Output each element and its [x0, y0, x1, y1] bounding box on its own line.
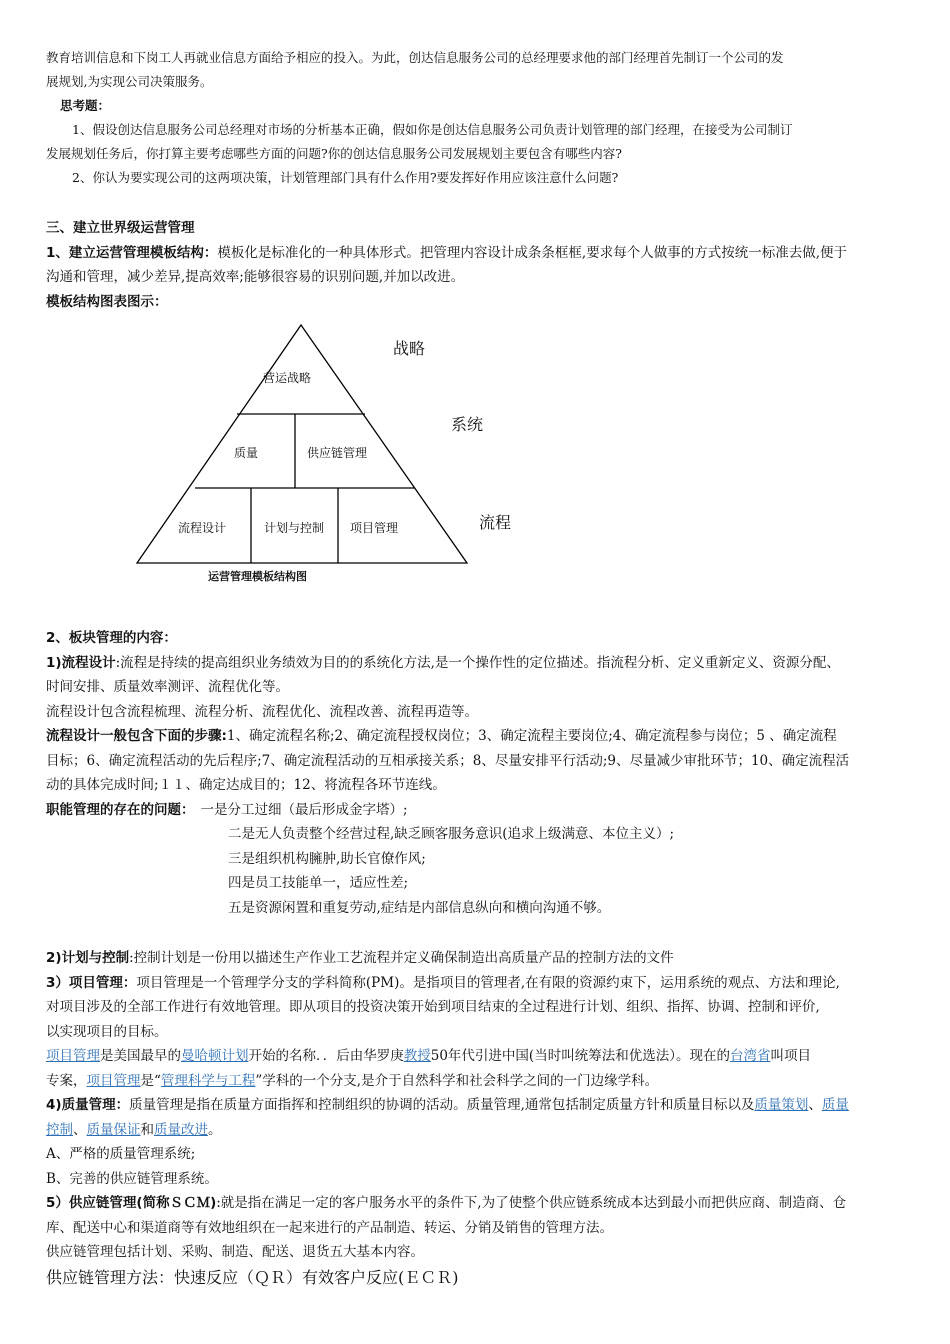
link-taiwan[interactable]: 台湾省: [729, 1048, 771, 1064]
pyramid-shape: [46, 314, 908, 594]
text-span: 开始的名称．．后由华罗庚: [248, 1048, 404, 1064]
link-project-management[interactable]: 项目管理: [46, 1048, 100, 1064]
text-span: 、: [73, 1121, 87, 1138]
diagram-caption: 运营管理模板结构图: [208, 570, 307, 583]
pyramid-mid-left-label: 质量: [234, 446, 259, 460]
question-1-cont: 发展规划任务后，你打算主要考虑哪些方面的问题?你的创达信息服务公司发展规划主要包含有哪些内容?: [46, 146, 622, 161]
link-quality-improvement[interactable]: 质量改进: [154, 1121, 208, 1138]
quality-item-b: B、完善的供应链管理系统。: [46, 1170, 218, 1187]
side-label-system: 系统: [451, 415, 484, 434]
flow-title: 1)流程设计: [46, 654, 116, 671]
text-span: :就是指在满足一定的客户服务水平的条件下,为了使整个供应链系统成本达到最小而把供应商、制造商、仓: [216, 1195, 847, 1211]
project-text: 项目管理是一个管理学分支的学科简称(PM)。是指项目的管理者,在有限的资源约束下，运用系统的观点、方法和理论,: [136, 974, 840, 991]
scm-title: 5）供应链管理(简称ＳＣＭ): [46, 1195, 217, 1211]
problem-item: 三是组织机构臃肿,助长官僚作风;: [228, 850, 426, 867]
plan-text: :控制计划是一份用以描述生产作业工艺流程并定义确保制造出高质量产品的控制方法的文件: [129, 950, 674, 966]
text-line: 库、配送中心和渠道商等有效地组织在一起来进行的产品制造、转运、分销及销售的管理方法。: [46, 1219, 613, 1236]
blocks-heading: 2、板块管理的内容：: [46, 630, 177, 646]
link-quality-planning[interactable]: 质量策划: [754, 1097, 809, 1113]
project-title: 3）项目管理：: [46, 974, 137, 991]
problems-title: 职能管理的存在的问题：: [46, 801, 195, 818]
text-line: 沟通和管理，减少差异,提高效率;能够很容易的识别问题,并加以改进。: [46, 269, 465, 285]
text-line: 动的具体完成时间;１１、确定达成目的；12、将流程各环节连线。: [46, 777, 446, 793]
text-line: 教育培训信息和下岗工人再就业信息方面给予相应的投入。为此，创达信息服务公司的总经理要求他的部门经理首先制订一个公司的发: [46, 50, 784, 65]
scm-paragraph: [46, 1191, 908, 1216]
document-page: [46, 46, 908, 1291]
text-line: 以实现项目的目标。: [46, 1023, 168, 1040]
problem-item: 一是分工过细（最后形成金字塔）;: [200, 801, 408, 818]
scm-method-line: [46, 1265, 908, 1291]
steps-paragraph: [46, 724, 908, 749]
item-title: 1、建立运营管理模板结构：: [46, 244, 218, 261]
question-1: 1、假设创达信息服务公司总经理对市场的分析基本正确，假如你是创达信息服务公司负责计划管理的部门经理，在接受为公司制订: [72, 122, 793, 137]
text-span: 质量管理是指在质量方面指挥和控制组织的协调的活动。质量管理,通常包括制定质量方针和质量目标以及: [129, 1097, 755, 1113]
scm-method-text: 快速反应（ＱＲ）有效客户反应(ＥＣＲ): [174, 1267, 459, 1287]
pyramid-bottom-left-label: 流程设计: [178, 521, 227, 535]
text-line: 时间安排、质量效率测评、流程优化等。: [46, 679, 289, 695]
link-quality[interactable]: 质量: [821, 1097, 849, 1113]
pyramid-bottom-mid-label: 计划与控制: [264, 521, 325, 535]
link-quality-assurance[interactable]: 质量保证: [86, 1121, 141, 1138]
link-project-management-2[interactable]: 项目管理: [86, 1072, 141, 1089]
section-3-heading: 三、建立世界级运营管理: [46, 220, 195, 236]
problem-item: 二是无人负责整个经营过程,缺乏顾客服务意识(追求上级满意、本位主义）;: [228, 826, 675, 842]
link-professor[interactable]: 教授: [403, 1048, 431, 1064]
problem-item: 五是资源闲置和重复劳动,症结是内部信息纵向和横向沟通不够。: [228, 899, 611, 916]
quality-line-2: [46, 1118, 908, 1143]
text-span: 、: [808, 1097, 822, 1113]
text-span: 是“: [140, 1072, 161, 1089]
plan-control-paragraph: [46, 946, 908, 971]
question-2: 2、你认为要实现公司的这两项决策，计划管理部门具有什么作用?要发挥好作用应该注意什么问题?: [72, 170, 619, 185]
text-span: 是美国最早的: [100, 1048, 181, 1064]
think-label: 思考题：: [60, 98, 111, 113]
scm-method-label: 供应链管理方法：: [46, 1267, 175, 1287]
quality-item-a: A、严格的质量管理系统;: [46, 1146, 196, 1162]
steps-title: 流程设计一般包含下面的步骤:: [46, 728, 227, 744]
link-management-science[interactable]: 管理科学与工程: [160, 1072, 256, 1089]
text-span: 50年代引进中国(当时叫统筹法和优选法）。现在的: [430, 1048, 730, 1064]
text-span: 叫项目: [770, 1048, 811, 1064]
history-line-2: [46, 1069, 908, 1094]
quality-paragraph: [46, 1093, 908, 1118]
text-span: 和: [140, 1121, 154, 1138]
problem-item: 四是员工技能单一，适应性差;: [228, 875, 409, 891]
template-structure-paragraph: [46, 241, 908, 266]
link-manhattan-project[interactable]: 曼哈顿计划: [181, 1048, 249, 1064]
steps-text: 1、确定流程名称;2、确定流程授权岗位；3、确定流程主要岗位;4、确定流程参与岗位；5 、确定流程: [226, 728, 837, 744]
text-line: 对项目涉及的全部工作进行有效地管理。即从项目的投资决策开始到项目结束的全过程进行计划、组织、指挥、协调、控制和评价,: [46, 999, 820, 1015]
flow-text: :流程是持续的提高组织业务绩效为目的的系统化方法,是一个操作性的定位描述。指流程分析、定义重新定义、资源分配、: [115, 654, 840, 671]
diagram-label: 模板结构图表图示：: [46, 293, 168, 310]
flow-design-paragraph: [46, 651, 908, 676]
side-label-process: 流程: [479, 513, 512, 532]
history-line-1: [46, 1044, 908, 1069]
pyramid-bottom-right-label: 项目管理: [350, 521, 399, 535]
text-line: 目标；6、确定流程活动的先后程序;7、确定流程活动的互相承接关系；8、尽量安排平行活动;9、尽量减少审批环节；10、确定流程活: [46, 752, 850, 769]
text-span: ”学科的一个分支,是介于自然科学和社会科学之间的一门边缘学科。: [255, 1072, 659, 1089]
text-line: 展规划,为实现公司决策服务。: [46, 74, 213, 89]
item-text: 模板化是标准化的一种具体形式。把管理内容设计成条条框框,要求每个人做事的方式按统一标准去做,便于: [217, 244, 847, 261]
text-span: 。: [208, 1121, 222, 1138]
text-span: 专案，: [46, 1072, 87, 1089]
pyramid-top-label: 营运战略: [263, 371, 312, 385]
intro-paragraph: [46, 46, 908, 190]
side-label-strategy: 战略: [393, 339, 426, 358]
link-quality-control[interactable]: 控制: [46, 1121, 73, 1138]
plan-title: 2)计划与控制: [46, 950, 130, 966]
problems-paragraph: [46, 798, 908, 823]
project-paragraph: [46, 971, 908, 996]
text-line: 流程设计包含流程梳理、流程分析、流程优化、流程改善、流程再造等。: [46, 703, 478, 720]
text-line: 供应链管理包括计划、采购、制造、配送、退货五大基本内容。: [46, 1244, 424, 1260]
quality-title: 4)质量管理：: [46, 1097, 130, 1113]
pyramid-diagram: [46, 314, 908, 594]
pyramid-mid-right-label: 供应链管理: [307, 446, 368, 460]
